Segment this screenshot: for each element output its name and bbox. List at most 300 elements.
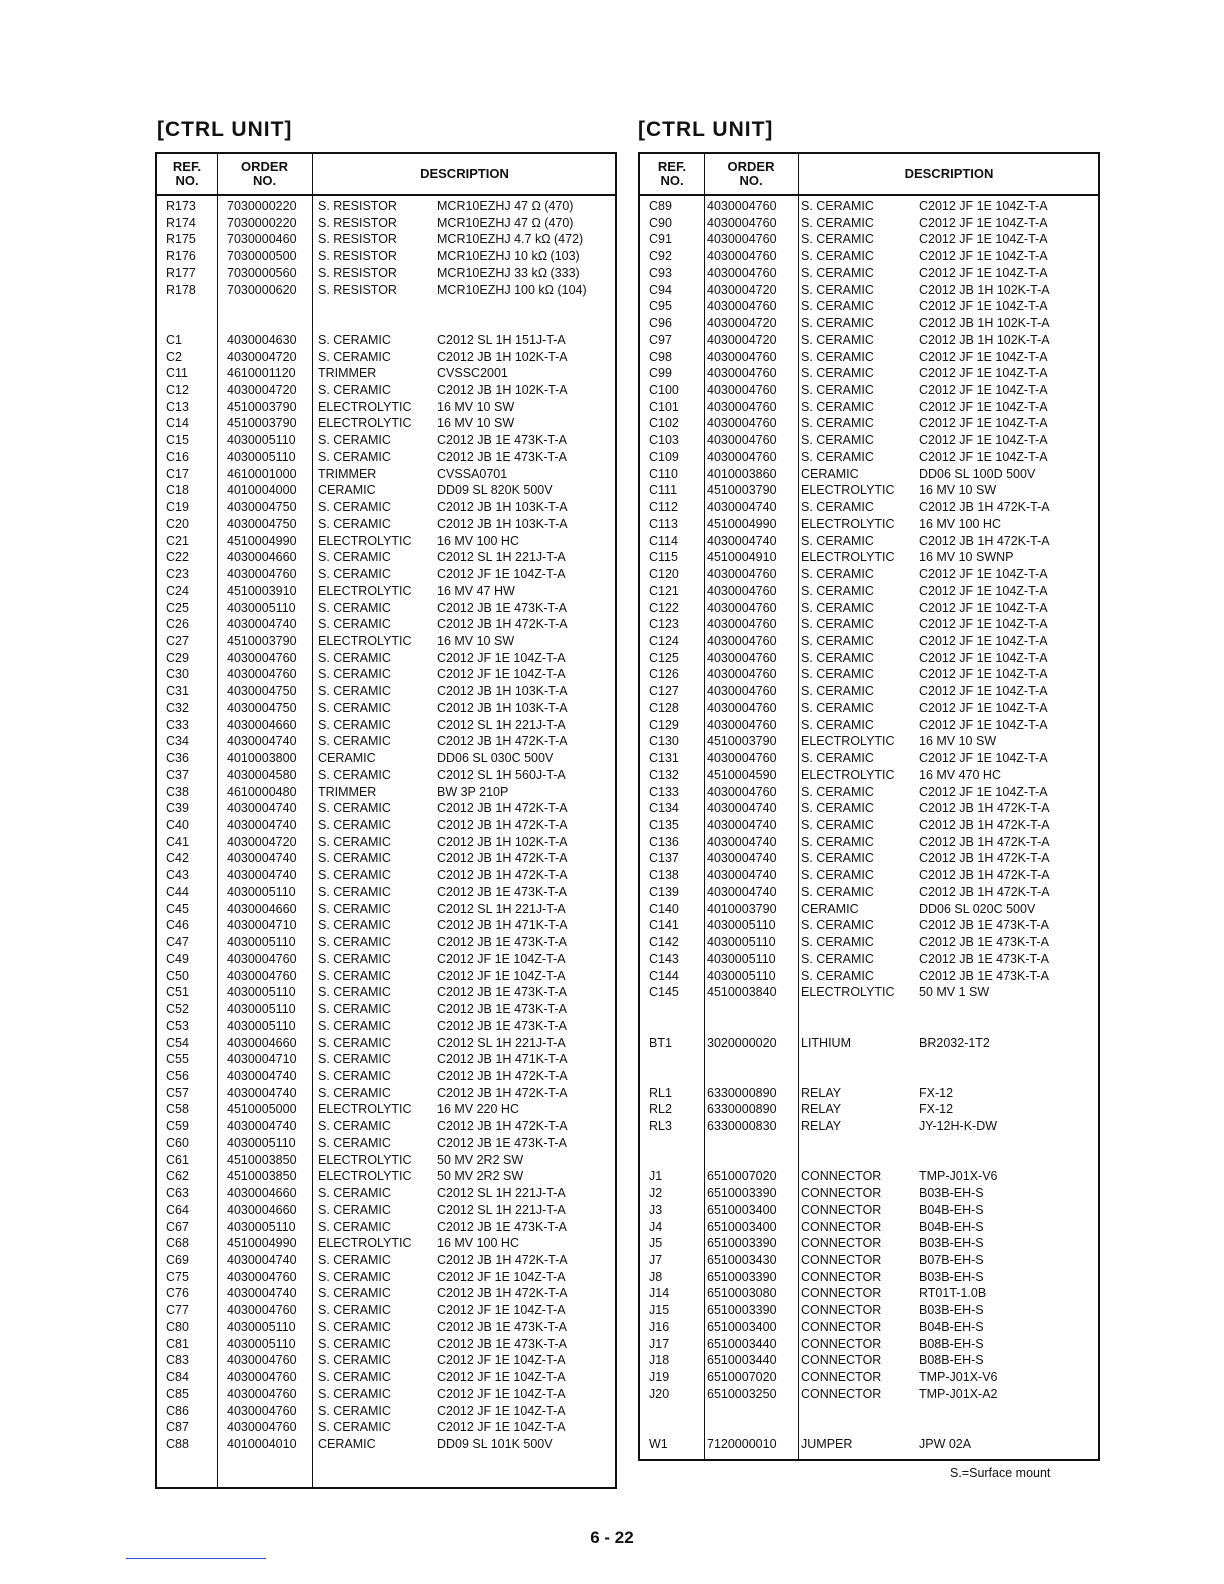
ref-no-cell: C145 (649, 985, 679, 1000)
ref-no-cell: C20 (166, 516, 189, 531)
table-row (640, 917, 1098, 934)
ref-no-cell: C137 (649, 851, 679, 866)
part-type-cell: S. CERAMIC (801, 684, 874, 699)
part-number-cell: C2012 JB 1H 102K-T-A (437, 834, 568, 849)
table-row (157, 382, 615, 399)
ref-no-cell: C88 (166, 1437, 189, 1452)
part-type-cell: S. CERAMIC (318, 1135, 391, 1150)
part-number-cell: MCR10EZHJ 4.7 kΩ (472) (437, 232, 584, 247)
ref-header-line1: REF. (172, 159, 202, 174)
part-type-cell: S. CERAMIC (318, 985, 391, 1000)
ref-no-cell: C103 (649, 433, 679, 448)
part-number-cell: C2012 JB 1H 103K-T-A (437, 700, 568, 715)
part-number-cell: C2012 JF 1E 104Z-T-A (437, 1370, 566, 1385)
table-row (640, 767, 1098, 784)
part-type-cell: S. CERAMIC (801, 717, 874, 732)
table-row (640, 1302, 1098, 1319)
ref-header-line2: NO. (660, 173, 684, 188)
part-type-cell: S. CERAMIC (318, 818, 391, 832)
part-number-cell: C2012 JB 1H 471K-T-A (437, 918, 568, 933)
table-row (640, 332, 1098, 349)
table-row (640, 533, 1098, 550)
table-row (640, 1352, 1098, 1369)
table-row (640, 415, 1098, 432)
order-no-cell: 4510004990 (227, 533, 297, 548)
order-no-cell: 4030004760 (227, 567, 297, 582)
ref-no-cell: R178 (166, 282, 196, 297)
table-row (640, 817, 1098, 834)
table-row (157, 1302, 615, 1319)
part-type-cell: S. CERAMIC (318, 1186, 391, 1201)
table-row (157, 516, 615, 533)
order-no-cell: 4030004760 (227, 951, 297, 966)
part-number-cell: C2012 JB 1H 103K-T-A (437, 500, 568, 515)
order-no-cell: 6510003440 (707, 1353, 777, 1368)
part-type-cell: CONNECTOR (801, 1353, 882, 1368)
part-type-cell: S. CERAMIC (801, 199, 874, 213)
part-type-cell: CONNECTOR (801, 1169, 882, 1184)
table-row (640, 1001, 1098, 1018)
table-row (640, 1018, 1098, 1035)
table-row (157, 1269, 615, 1286)
table-row (640, 700, 1098, 717)
part-type-cell: S. CERAMIC (318, 1286, 391, 1301)
part-type-cell: S. CERAMIC (318, 1119, 391, 1134)
surface-mount-footnote: S.=Surface mount (950, 1466, 1051, 1480)
part-type-cell: S. CERAMIC (801, 349, 874, 364)
table-row (640, 516, 1098, 533)
part-type-cell: S. CERAMIC (801, 700, 874, 715)
table-row (157, 901, 615, 918)
ref-no-cell: C100 (649, 383, 679, 398)
table-row (640, 248, 1098, 265)
part-type-cell: S. CERAMIC (801, 533, 874, 548)
part-number-cell: C2012 JF 1E 104Z-T-A (437, 567, 566, 582)
ref-header-line1: REF. (657, 159, 687, 174)
part-type-cell: S. CERAMIC (318, 1336, 391, 1351)
ref-no-cell: C41 (166, 834, 189, 849)
ref-no-cell: C124 (649, 633, 679, 648)
part-type-cell: S. CERAMIC (318, 1202, 391, 1217)
part-type-cell: S. CERAMIC (318, 1252, 391, 1267)
part-number-cell: 16 MV 10 SWNP (919, 550, 1014, 565)
part-number-cell: TMP-J01X-V6 (919, 1169, 998, 1184)
table-row (157, 683, 615, 700)
order-no-cell: 4030004760 (227, 1370, 297, 1385)
table-row (157, 784, 615, 801)
part-number-cell: C2012 JB 1E 473K-T-A (437, 433, 567, 448)
ref-no-cell: C37 (166, 767, 189, 782)
part-number-cell: 16 MV 10 SW (919, 483, 997, 498)
table-row (640, 198, 1098, 215)
part-type-cell: CONNECTOR (801, 1186, 882, 1201)
table-row (157, 616, 615, 633)
ref-no-cell: BT1 (649, 1035, 672, 1050)
order-no-cell: 6330000830 (707, 1119, 777, 1134)
table-row (640, 934, 1098, 951)
order-no-cell: 4030004740 (707, 533, 777, 548)
table-row (157, 549, 615, 566)
order-no-cell: 4030004740 (707, 851, 777, 866)
part-number-cell: CVSSC2001 (437, 366, 508, 381)
table-row (157, 198, 615, 215)
order-no-cell: 7030000460 (227, 232, 297, 247)
part-number-cell: DD06 SL 020C 500V (919, 901, 1036, 916)
order-no-cell: 4030005110 (227, 433, 296, 448)
part-type-cell: CONNECTOR (801, 1236, 882, 1251)
part-type-cell: S. CERAMIC (318, 1068, 391, 1083)
table-row (640, 717, 1098, 734)
order-no-cell: 4610000480 (227, 784, 297, 799)
ref-no-cell: C18 (166, 483, 189, 498)
ref-no-cell: R173 (166, 199, 196, 213)
part-type-cell: S. CERAMIC (801, 500, 874, 515)
table-row (157, 265, 615, 282)
part-type-cell: CERAMIC (318, 1437, 376, 1452)
part-type-cell: CERAMIC (801, 466, 859, 481)
part-type-cell: S. CERAMIC (318, 1386, 391, 1401)
part-number-cell: C2012 JB 1E 473K-T-A (437, 985, 567, 1000)
part-type-cell: CONNECTOR (801, 1386, 882, 1401)
ref-no-cell: C122 (649, 600, 679, 615)
ref-no-cell: C84 (166, 1370, 189, 1385)
part-type-cell: JUMPER (801, 1437, 853, 1452)
order-no-cell: 4030005110 (707, 918, 776, 933)
part-type-cell: LITHIUM (801, 1035, 851, 1050)
order-no-cell: 4030004760 (227, 1403, 297, 1418)
order-no-cell: 4030004750 (227, 500, 297, 515)
part-number-cell: 50 MV 2R2 SW (437, 1152, 524, 1167)
part-type-cell: S. CERAMIC (801, 433, 874, 448)
part-type-cell: S. CERAMIC (318, 868, 391, 883)
table-row (640, 1369, 1098, 1386)
table-row (640, 1419, 1098, 1436)
part-number-cell: B03B-EH-S (919, 1303, 984, 1318)
order-no-cell: 4030004740 (227, 801, 297, 816)
order-no-cell: 4030004760 (707, 433, 777, 448)
table-row (640, 1051, 1098, 1068)
ref-no-cell: C61 (166, 1152, 189, 1167)
order-no-cell: 4030004720 (227, 834, 297, 849)
part-number-cell: C2012 JF 1E 104Z-T-A (919, 349, 1048, 364)
table-row (157, 1419, 615, 1436)
part-number-cell: C2012 SL 1H 151J-T-A (437, 332, 566, 347)
table-row (157, 968, 615, 985)
right-unit-title: [CTRL UNIT] (638, 118, 774, 141)
order-no-cell: 4510003790 (227, 399, 297, 414)
table-row (640, 282, 1098, 299)
part-type-cell: CONNECTOR (801, 1252, 882, 1267)
part-type-cell: TRIMMER (318, 784, 377, 799)
part-type-cell: CONNECTOR (801, 1219, 882, 1234)
part-type-cell: ELECTROLYTIC (801, 516, 895, 531)
part-number-cell: C2012 JB 1H 472K-T-A (437, 818, 568, 832)
part-type-cell: CONNECTOR (801, 1286, 882, 1301)
part-type-cell: ELECTROLYTIC (318, 533, 412, 548)
part-number-cell: C2012 JB 1H 472K-T-A (437, 617, 568, 632)
ref-no-cell: C138 (649, 868, 679, 883)
ref-no-cell: J18 (649, 1353, 670, 1368)
order-no-cell: 4510004990 (227, 1236, 297, 1251)
order-no-cell: 4510005000 (227, 1102, 297, 1117)
part-number-cell: C2012 JB 1E 473K-T-A (437, 935, 567, 950)
part-number-cell: C2012 JB 1H 472K-T-A (437, 1252, 568, 1267)
ref-no-cell: C62 (166, 1169, 189, 1184)
part-type-cell: S. CERAMIC (801, 215, 874, 230)
part-type-cell: S. CERAMIC (801, 249, 874, 264)
ref-no-cell: C90 (649, 215, 672, 230)
part-type-cell: S. CERAMIC (318, 332, 391, 347)
order-no-cell: 4030004580 (227, 767, 297, 782)
ref-no-cell: C27 (166, 633, 189, 648)
table-row (640, 1269, 1098, 1286)
table-row (157, 650, 615, 667)
part-type-cell: CERAMIC (318, 751, 376, 766)
table-row (640, 1319, 1098, 1336)
part-type-cell: S. CERAMIC (801, 951, 874, 966)
part-number-cell: C2012 JF 1E 104Z-T-A (437, 1386, 566, 1401)
ref-no-cell: R176 (166, 249, 196, 264)
table-row (640, 666, 1098, 683)
order-no-cell: 4030004660 (227, 901, 297, 916)
ref-no-cell: C58 (166, 1102, 189, 1117)
part-type-cell: ELECTROLYTIC (801, 985, 895, 1000)
part-type-cell: S. CERAMIC (318, 667, 391, 682)
part-type-cell: ELECTROLYTIC (318, 1152, 412, 1167)
ref-no-cell: C55 (166, 1052, 189, 1067)
ref-no-cell: C46 (166, 918, 189, 933)
part-type-cell: S. CERAMIC (318, 1018, 391, 1033)
part-type-cell: S. CERAMIC (318, 1052, 391, 1067)
order-no-cell: 4030004760 (227, 1386, 297, 1401)
table-row (157, 583, 615, 600)
ref-no-cell: C57 (166, 1085, 189, 1100)
part-number-cell: DD09 SL 101K 500V (437, 1437, 553, 1452)
order-no-cell: 4030004740 (707, 818, 777, 832)
order-no-cell: 4030004760 (227, 1420, 297, 1435)
ref-no-cell: C63 (166, 1186, 189, 1201)
order-no-cell: 4030004740 (707, 834, 777, 849)
part-number-cell: C2012 JB 1E 473K-T-A (437, 1002, 567, 1017)
description-header-label: DESCRIPTION (904, 166, 994, 181)
ref-no-cell: C75 (166, 1269, 189, 1284)
part-number-cell: C2012 JB 1H 472K-T-A (919, 818, 1050, 832)
order-no-cell: 4030004740 (707, 500, 777, 515)
part-number-cell: C2012 JB 1H 472K-T-A (919, 851, 1050, 866)
order-no-cell: 4030004760 (707, 717, 777, 732)
order-no-cell: 4030004760 (227, 667, 297, 682)
table-row (640, 1285, 1098, 1302)
part-type-cell: S. CERAMIC (801, 316, 874, 331)
part-type-cell: S. CERAMIC (801, 366, 874, 381)
ref-no-cell: C94 (649, 282, 672, 297)
part-type-cell: S. CERAMIC (318, 550, 391, 565)
part-number-cell: C2012 JB 1E 473K-T-A (437, 884, 567, 899)
order-no-cell: 4030004740 (227, 851, 297, 866)
order-no-cell: 4030005110 (707, 951, 776, 966)
ref-no-cell: C25 (166, 600, 189, 615)
order-no-cell: 6510003440 (707, 1336, 777, 1351)
order-no-cell: 4030005110 (227, 1135, 296, 1150)
part-type-cell: S. CERAMIC (318, 1370, 391, 1385)
part-number-cell: C2012 JB 1E 473K-T-A (919, 918, 1049, 933)
ref-no-cell: C15 (166, 433, 189, 448)
ref-no-cell: C140 (649, 901, 679, 916)
order-no-cell: 6510003390 (707, 1236, 777, 1251)
ref-no-cell: C64 (166, 1202, 189, 1217)
part-type-cell: CONNECTOR (801, 1319, 882, 1334)
table-row (640, 884, 1098, 901)
table-row (157, 1018, 615, 1035)
part-number-cell: B04B-EH-S (919, 1202, 984, 1217)
table-row (157, 1135, 615, 1152)
part-type-cell: S. CERAMIC (318, 1219, 391, 1234)
part-type-cell: S. CERAMIC (318, 617, 391, 632)
ref-no-cell: C112 (649, 500, 678, 515)
order-no-cell: 4030004760 (707, 583, 777, 598)
part-type-cell: S. CERAMIC (318, 1002, 391, 1017)
part-number-cell: C2012 JB 1H 102K-T-A (437, 383, 568, 398)
order-header-line1: ORDER (727, 159, 775, 174)
table-row (157, 215, 615, 232)
part-number-cell: C2012 JF 1E 104Z-T-A (919, 684, 1048, 699)
part-number-cell: 16 MV 470 HC (919, 767, 1001, 782)
table-row (640, 231, 1098, 248)
part-type-cell: S. CERAMIC (801, 667, 874, 682)
order-no-cell: 4030004760 (707, 784, 777, 799)
part-type-cell: S. CERAMIC (801, 449, 874, 464)
part-number-cell: C2012 JB 1H 103K-T-A (437, 516, 568, 531)
ref-no-cell: C42 (166, 851, 189, 866)
part-number-cell: B03B-EH-S (919, 1186, 984, 1201)
table-row (157, 1118, 615, 1135)
table-row (157, 1035, 615, 1052)
part-number-cell: C2012 JF 1E 104Z-T-A (437, 650, 566, 665)
right-table-header (640, 154, 1098, 196)
table-row (157, 298, 615, 315)
part-number-cell: C2012 JB 1E 473K-T-A (437, 1018, 567, 1033)
part-number-cell: C2012 JF 1E 104Z-T-A (919, 667, 1048, 682)
part-number-cell: C2012 JF 1E 104Z-T-A (919, 784, 1048, 799)
part-number-cell: C2012 JF 1E 104Z-T-A (919, 567, 1048, 582)
scan-edge-line (126, 1558, 266, 1559)
part-number-cell: C2012 JF 1E 104Z-T-A (919, 249, 1048, 264)
ref-no-cell: C127 (649, 684, 679, 699)
table-row (640, 1219, 1098, 1236)
table-row (640, 650, 1098, 667)
order-no-cell: 4010003790 (707, 901, 777, 916)
part-number-cell: C2012 JB 1E 473K-T-A (437, 600, 567, 615)
left-parts-table (155, 152, 617, 1489)
order-no-cell: 4510003790 (227, 633, 297, 648)
part-number-cell: C2012 JF 1E 104Z-T-A (919, 633, 1048, 648)
part-type-cell: S. CERAMIC (801, 784, 874, 799)
order-no-cell: 4030004760 (707, 650, 777, 665)
order-no-cell: 4030004740 (227, 868, 297, 883)
part-type-cell: ELECTROLYTIC (318, 1236, 412, 1251)
part-type-cell: S. CERAMIC (318, 1319, 391, 1334)
ref-no-cell: C115 (649, 550, 678, 565)
ref-no-cell: J3 (649, 1202, 663, 1217)
part-type-cell: CONNECTOR (801, 1269, 882, 1284)
part-type-cell: S. CERAMIC (801, 751, 874, 766)
order-no-cell: 4030004740 (227, 734, 297, 749)
ref-no-cell: R174 (166, 215, 196, 230)
part-type-cell: S. CERAMIC (801, 265, 874, 280)
table-row (157, 399, 615, 416)
part-type-cell: ELECTROLYTIC (801, 767, 895, 782)
part-number-cell: C2012 JF 1E 104Z-T-A (919, 449, 1048, 464)
part-number-cell: C2012 JF 1E 104Z-T-A (919, 366, 1048, 381)
order-no-cell: 4030004720 (707, 316, 777, 331)
ref-no-cell: C101 (649, 399, 679, 414)
part-type-cell: S. CERAMIC (318, 700, 391, 715)
order-no-cell: 4030004760 (227, 968, 297, 983)
part-type-cell: ELECTROLYTIC (318, 583, 412, 598)
order-no-cell: 6510003400 (707, 1219, 777, 1234)
order-no-cell: 4030004740 (707, 884, 777, 899)
order-no-cell: 4030004760 (707, 567, 777, 582)
ref-no-cell: RL3 (649, 1119, 672, 1134)
description-header-label: DESCRIPTION (420, 166, 509, 181)
order-no-cell: 4030004720 (707, 282, 777, 297)
order-no-header (704, 154, 798, 194)
order-no-cell: 4030005110 (227, 1018, 296, 1033)
table-row (640, 683, 1098, 700)
order-no-cell: 6510003430 (707, 1252, 777, 1267)
ref-no-cell: C110 (649, 466, 678, 481)
ref-no-cell: C92 (649, 249, 672, 264)
part-number-cell: C2012 JB 1E 473K-T-A (919, 935, 1049, 950)
table-row (157, 1168, 615, 1185)
table-row (157, 533, 615, 550)
part-number-cell: FX-12 (919, 1085, 954, 1100)
order-no-cell: 4030004660 (227, 1202, 297, 1217)
table-row (640, 1035, 1098, 1052)
part-number-cell: C2012 JB 1H 472K-T-A (437, 1085, 568, 1100)
table-row (157, 817, 615, 834)
ref-no-cell: C132 (649, 767, 679, 782)
table-row (640, 600, 1098, 617)
part-type-cell: S. CERAMIC (318, 1303, 391, 1318)
part-number-cell: DD06 SL 100D 500V (919, 466, 1036, 481)
part-number-cell: C2012 JF 1E 104Z-T-A (919, 433, 1048, 448)
part-number-cell: 16 MV 10 SW (437, 633, 515, 648)
order-no-cell: 7030000500 (227, 249, 297, 264)
order-no-cell: 4010003860 (707, 466, 777, 481)
part-type-cell: S. CERAMIC (801, 383, 874, 398)
order-no-cell: 4030004760 (707, 249, 777, 264)
table-row (157, 867, 615, 884)
ref-no-cell: J2 (649, 1186, 663, 1201)
ref-no-cell: J8 (649, 1269, 663, 1284)
table-row (640, 466, 1098, 483)
table-row (157, 1051, 615, 1068)
order-no-cell: 4030004760 (227, 1353, 297, 1368)
part-number-cell: C2012 JB 1E 473K-T-A (919, 951, 1049, 966)
table-row (157, 800, 615, 817)
table-row (157, 415, 615, 432)
table-row (157, 717, 615, 734)
table-row (640, 315, 1098, 332)
part-number-cell: C2012 JF 1E 104Z-T-A (919, 299, 1048, 314)
order-no-cell: 4030004760 (227, 650, 297, 665)
ref-no-cell: C17 (166, 466, 189, 481)
order-no-cell: 4030004740 (227, 1085, 297, 1100)
part-type-cell: S. CERAMIC (318, 449, 391, 464)
order-no-cell: 4510003910 (227, 583, 297, 598)
table-row (640, 1118, 1098, 1135)
